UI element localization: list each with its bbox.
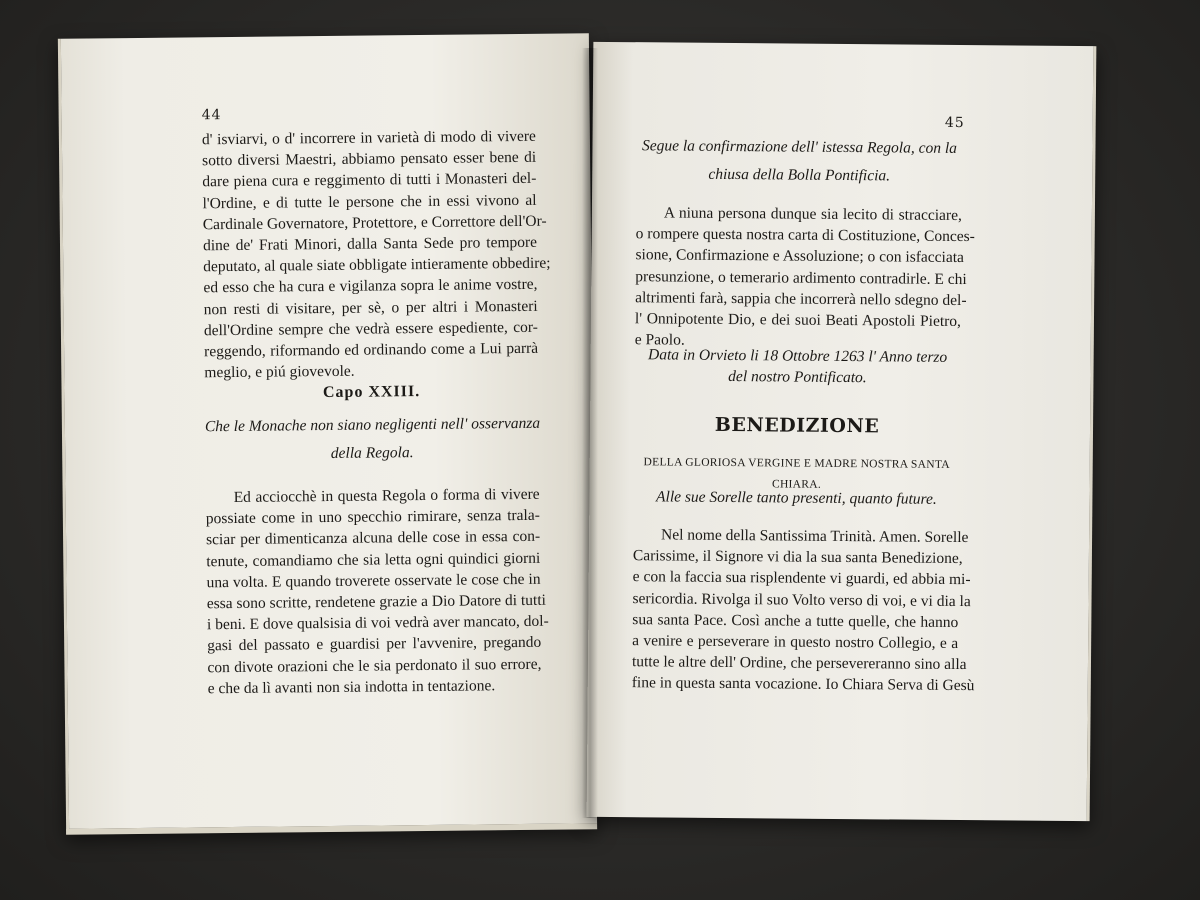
text-line: presunzione, o temerario ardimento contradirle. E chi: [635, 267, 967, 288]
left-paragraph-1: [201, 126, 551, 384]
text-line: dell'Ordine sempre che vedrà essere espediente, cor-: [203, 318, 538, 340]
benedizione-subheading: DELLA GLORIOSA VERGINE E MADRE NOSTRA SANTA CHIARA.: [643, 456, 950, 492]
left-paragraph-2: [205, 484, 549, 700]
text-line: Ed acciocchè in questa Regola o forma di vivere: [233, 485, 540, 506]
text-line: ed esso che ha cura e vigilanza sopra le anime vostre,: [203, 276, 538, 297]
text-line: a venire e perseverare in questo nostro Collegio, e a: [632, 632, 959, 653]
text-line: reggendo, riformando ed ordinando come a Lui parrà: [204, 339, 539, 361]
dated-text: Data in Orvieto li 18 Ottobre 1263 l' Anno terzo: [648, 346, 948, 366]
dedication-line: Alle sue Sorelle tanto presenti, quanto future.: [656, 488, 937, 508]
text-line: o rompere questa nostra carta di Costituzione, Conces-: [635, 225, 975, 246]
dated-text: del nostro Pontificato.: [728, 368, 867, 387]
text-line: tutte le altre dell' Ordine, che persevereranno sino alla: [631, 653, 967, 674]
text-line: A niuna persona dunque sia lecito di stracciare,: [663, 204, 962, 225]
subtitle-line: Che le Monache non siano negligenti nell' osservanza: [204, 414, 541, 436]
book-gutter: [582, 48, 598, 818]
left-page: [58, 33, 597, 835]
text-line: sericordia. Rivolga il suo Volto verso di voi, e vi dia la: [632, 589, 971, 610]
text-line: essa sono scritte, rendetene grazie a Dio Datore di tutti: [206, 591, 546, 613]
text-line: non resti di visitare, per sè, o per altri i Monasteri: [203, 297, 538, 318]
dated-line: [634, 344, 960, 389]
text-line: una volta. E quando troverete osservate le cose che in: [206, 570, 541, 592]
subtitle-line: della Regola.: [330, 444, 414, 462]
text-line: possiate come in uno specchio rimirare, senza trala-: [205, 506, 540, 528]
text-line: tenute, comandiamo che sia letta ogni quindici giorni: [206, 549, 541, 570]
text-line: l'Ordine, e di tutte le persone che in essi vivono al: [202, 191, 537, 212]
section-title: [636, 132, 962, 191]
text-line: gasi del passato e guardisi per l'avvenire, pregando: [207, 634, 542, 655]
text-line: e con la faccia sua risplendente vi guardi, ed abbia mi-: [632, 568, 971, 589]
text-line: e Paolo.: [634, 331, 685, 349]
text-line: sua santa Pace. Così anche a tutte quelle, che hanno: [632, 610, 959, 631]
text-line: con divote orazioni che le sia perdonato il suo errore,: [207, 655, 542, 676]
text-line: sciar per dimenticanza alcuna delle cose in essa con-: [206, 528, 541, 549]
page-number-right: 45: [944, 114, 965, 132]
text-line: dare piena cura e reggimento di tutti i Monasteri del-: [202, 170, 537, 191]
text-line: sione, Confirmazione e Assoluzione; o con isfacciata: [635, 246, 965, 267]
text-line: l' Onnipotente Dio, e dei suoi Beati Apostoli Pietro,: [634, 310, 962, 331]
benedizione-heading: BENEDIZIONE: [714, 413, 880, 438]
title-line: chiusa della Bolla Pontificia.: [708, 165, 891, 185]
page-number-left: 44: [201, 107, 222, 124]
text-line: altrimenti farà, sappia che incorrerà nello sdegno del-: [635, 289, 967, 309]
text-line: dine de' Frati Minori, dalla Santa Sede pro tempore: [202, 233, 538, 255]
text-line: sotto diversi Maestri, abbiamo pensato esser bene di: [202, 149, 537, 170]
text-line: fine in questa santa vocazione. Io Chiara Serva di Gesù: [631, 674, 975, 695]
text-line: i beni. E dove qualsisia di voi vedrà aver mancato, dol-: [206, 612, 549, 634]
chapter-heading: Capo XXIII.: [322, 383, 421, 402]
chapter-subtitle: [205, 410, 540, 469]
text-line: e che da lì avanti non sia indotta in tentazione.: [207, 677, 496, 698]
right-paragraph-2: [631, 524, 975, 696]
right-paragraph-1: [634, 202, 975, 353]
text-line: meglio, e piú giovevole.: [204, 362, 355, 382]
text-line: Cardinale Governatore, Protettore, e Correttore dell'Or-: [202, 212, 547, 234]
text-line: deputato, al quale siate obbligate intieramente obbedire;: [203, 254, 551, 276]
text-line: d' isviarvi, o d' incorrere in varietà di modo di vivere: [201, 127, 536, 149]
text-line: Carissime, il Signore vi dia la sua santa Benedizione,: [632, 547, 963, 568]
text-line: Nel nome della Santissima Trinità. Amen. Sorelle: [661, 526, 969, 547]
right-page: [587, 42, 1097, 821]
title-line: Segue la confirmazione dell' istessa Regola, con la: [641, 137, 958, 157]
